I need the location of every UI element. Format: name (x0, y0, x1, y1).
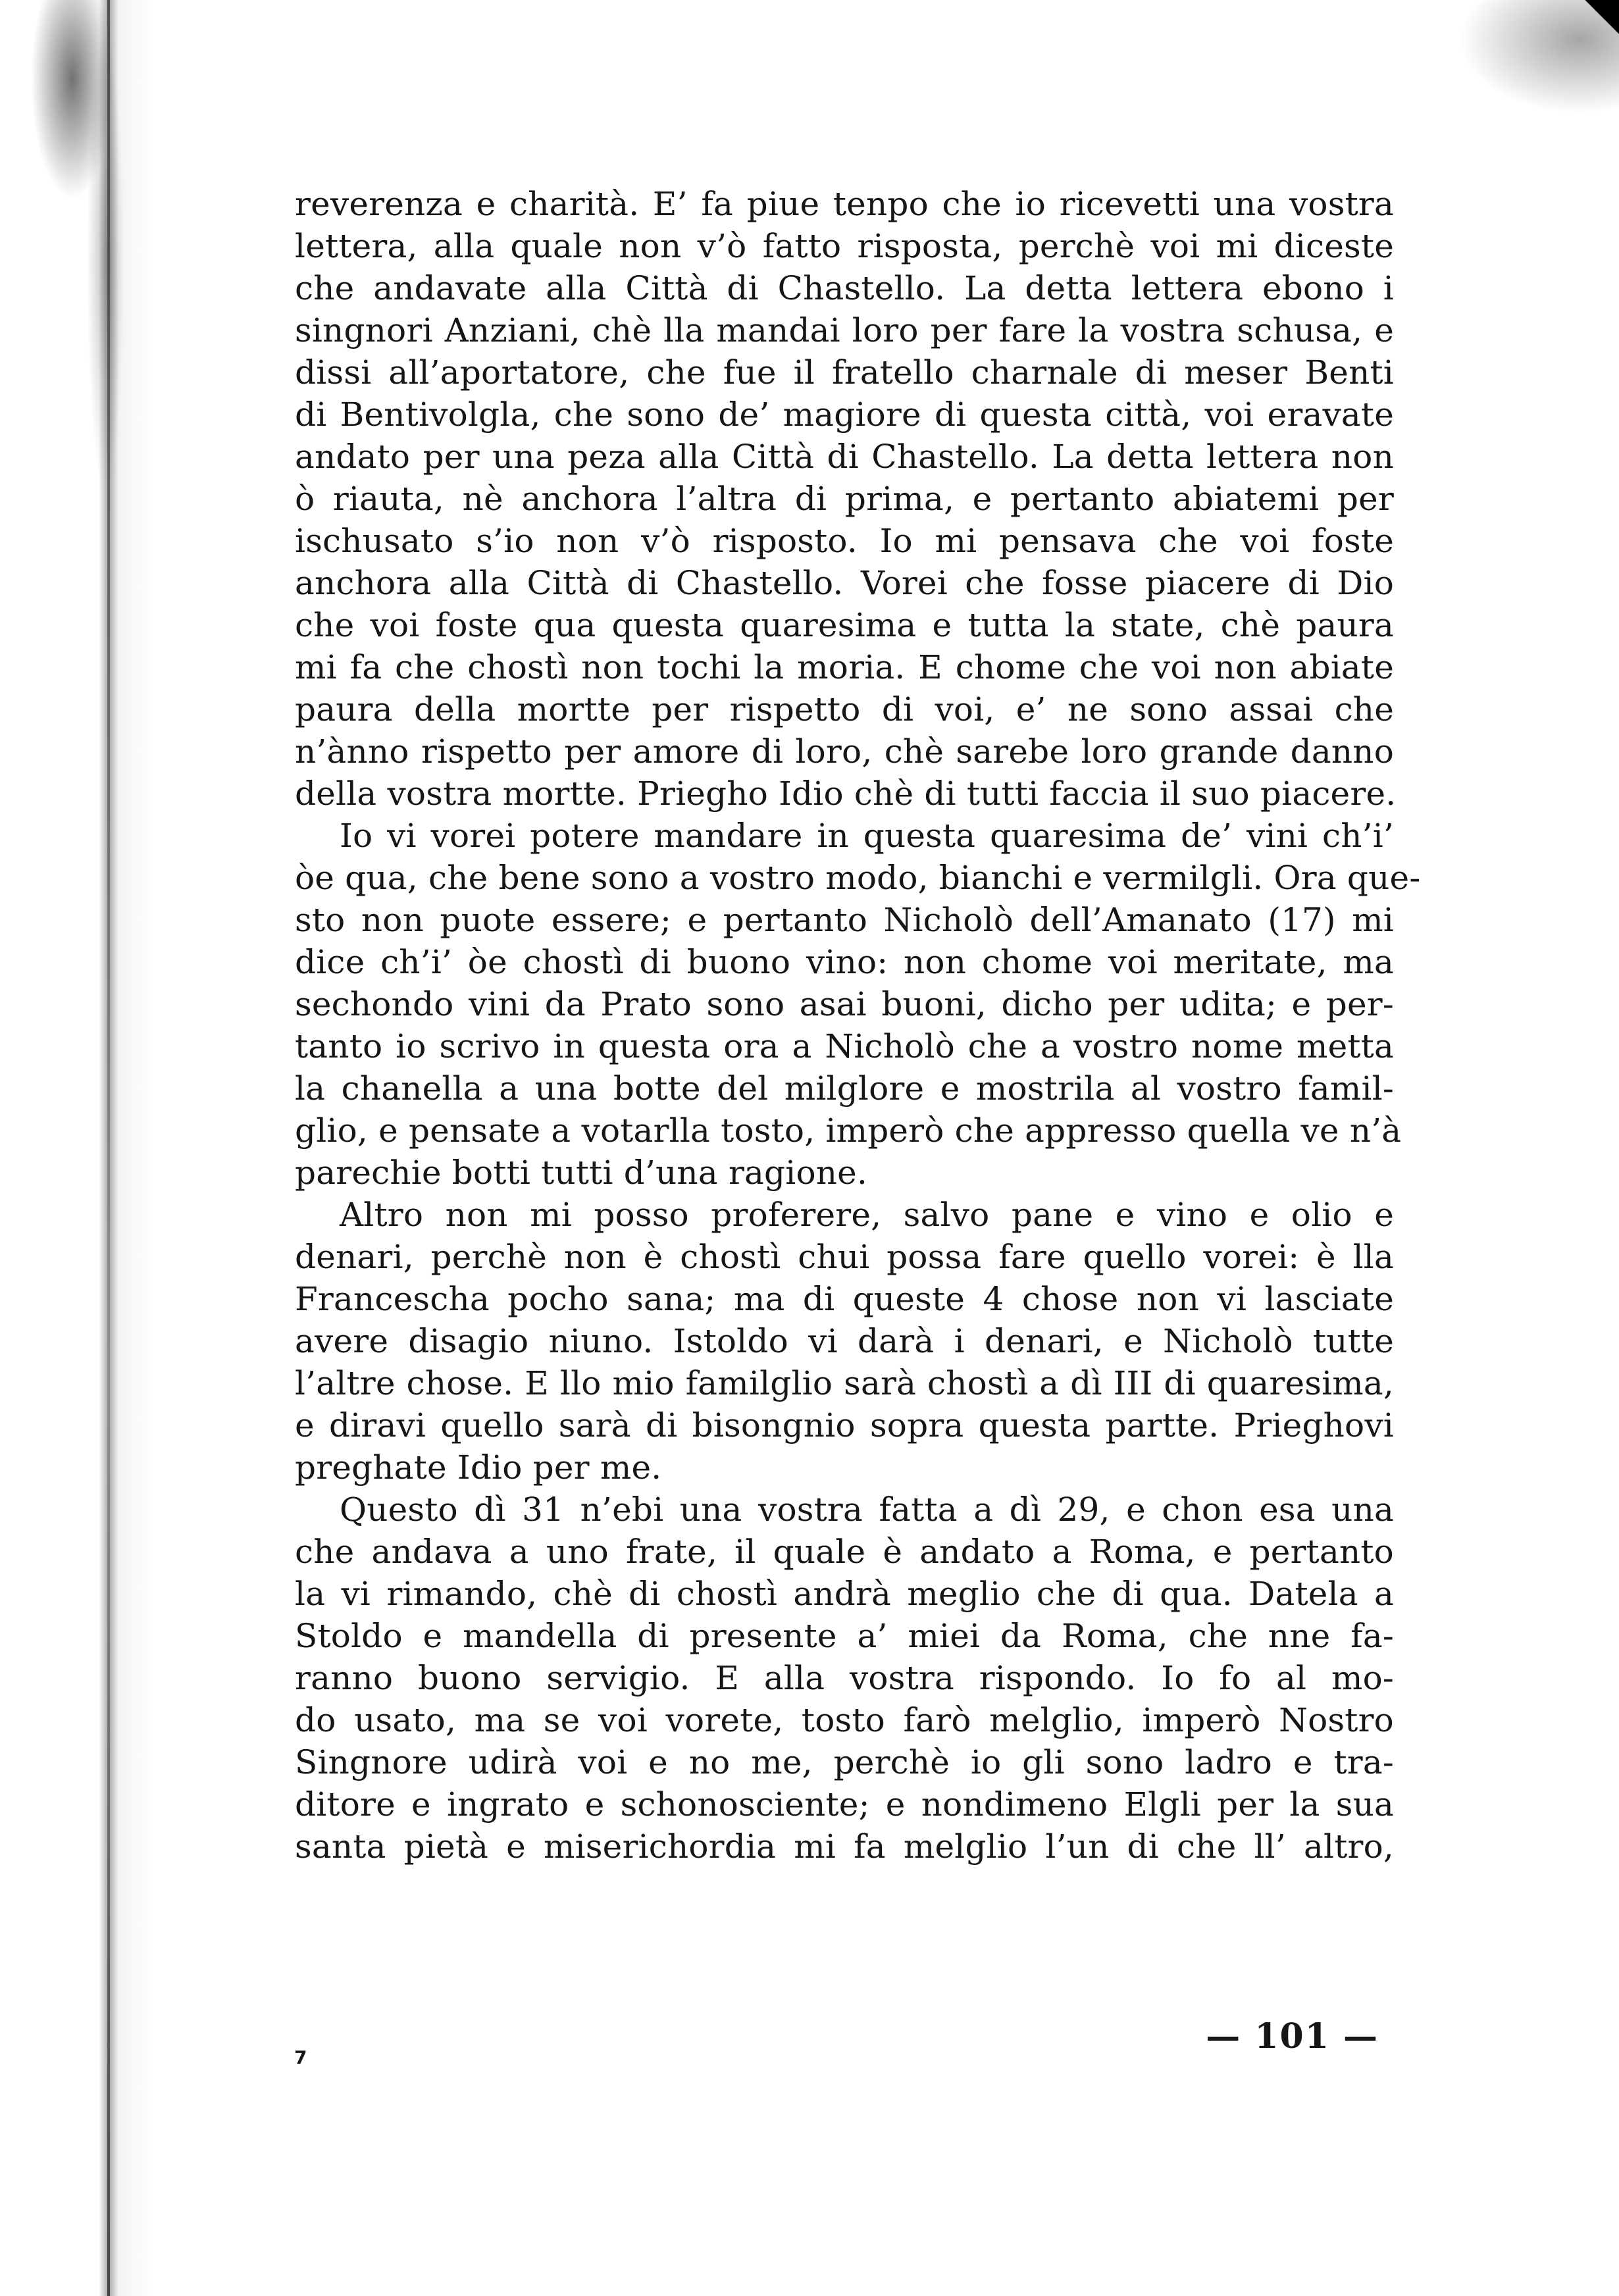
text-line: santa pietà e miserichordia mi fa melglio l’un di che ll’ altro, (295, 1827, 1394, 1866)
text-line: dissi all’aportatore, che fue il fratello charnale di meser Benti (295, 353, 1394, 392)
text-line: mi fa che chostì non tochi la moria. E chome che voi non abiate (295, 648, 1394, 686)
text-line: la vi rimando, chè di chostì andrà meglio che di qua. Datela a (295, 1575, 1394, 1613)
text-line: anchora alla Città di Chastello. Vorei che fosse piacere di Dio (295, 564, 1394, 602)
text-line: paura della mortte per rispetto di voi, e’ ne sono assai che (295, 690, 1394, 728)
text-line: di Bentivolgla, che sono de’ magiore di questa città, voi eravate (295, 395, 1394, 434)
text-line: do usato, ma se voi vorete, tosto farò melglio, imperò Nostro (295, 1701, 1394, 1739)
text-line: denari, perchè non è chostì chui possa fare quello vorei: è lla (295, 1238, 1394, 1276)
text-line: avere disagio niuno. Istoldo vi darà i denari, e Nicholò tutte (295, 1322, 1394, 1360)
text-line: andato per una peza alla Città di Chastello. La detta lettera non (295, 438, 1394, 476)
text-line: glio, e pensate a votarlla tosto, imperò che appresso quella ve n’à (295, 1111, 1402, 1150)
text-line: singnori Anziani, chè lla mandai loro per fare la vostra schusa, e (295, 311, 1394, 349)
text-line: che andava a uno frate, il quale è andato a Roma, e pertanto (295, 1533, 1394, 1571)
text-line: dice ch’i’ òe chostì di buono vino: non chome voi meritate, ma (295, 943, 1394, 981)
text-line: òe qua, che bene sono a vostro modo, bianchi e vermilgli. Ora que- (295, 859, 1421, 897)
text-line: la chanella a una botte del milglore e mostrila al vostro famil- (295, 1069, 1394, 1108)
page-number: — 101 — (1206, 2016, 1379, 2056)
text-line: Altro non mi posso proferere, salvo pane e vino e olio e (340, 1196, 1394, 1234)
text-line: ischusato s’io non v’ò risposto. Io mi pensava che voi foste (295, 522, 1394, 560)
text-line: lettera, alla quale non v’ò fatto risposta, perchè voi mi diceste (295, 227, 1394, 265)
text-line: che voi foste qua questa quaresima e tutta la state, chè paura (295, 606, 1394, 644)
text-line: ranno buono servigio. E alla vostra rispondo. Io fo al mo- (295, 1659, 1394, 1697)
printer-signature-mark: 7 (294, 2047, 307, 2068)
text-line: tanto io scrivo in questa ora a Nicholò che a vostro nome metta (295, 1027, 1394, 1065)
scan-edge-top-right (1422, 0, 1619, 197)
text-line: che andavate alla Città di Chastello. La detta lettera ebono i (295, 269, 1394, 307)
text-line: e diravi quello sarà di bisongnio sopra questa partte. Prieghovi (295, 1406, 1394, 1444)
text-line: ditore e ingrato e schonosciente; e nondimeno Elgli per la sua (295, 1785, 1394, 1824)
text-line: Io vi vorei potere mandare in questa quaresima de’ vini ch’i’ (340, 817, 1394, 855)
text-line: ò riauta, nè anchora l’altra di prima, e pertanto abiatemi per (295, 480, 1394, 518)
body-text (295, 183, 1421, 1868)
text-line: Stoldo e mandella di presente a’ miei da Roma, che nne fa- (295, 1617, 1394, 1655)
text-line: parechie botti tutti d’una ragione. (295, 1154, 868, 1192)
text-line: della vostra mortte. Priegho Idio chè di tutti faccia il suo piacere. (295, 775, 1397, 813)
text-line: Questo dì 31 n’ebi una vostra fatta a dì 29, e chon esa una (340, 1491, 1394, 1529)
text-line: preghate Idio per me. (295, 1448, 662, 1487)
scan-edge-left (0, 0, 151, 2296)
text-line: Singnore udirà voi e no me, perchè io gli sono ladro e tra- (295, 1743, 1394, 1781)
binding-edge (107, 0, 110, 2296)
text-line: sechondo vini da Prato sono asai buoni, dicho per udita; e per- (295, 985, 1394, 1023)
text-line: l’altre chose. E llo mio familglio sarà chostì a dì III di quaresima, (295, 1364, 1394, 1402)
text-line: Francescha pocho sana; ma di queste 4 chose non vi lasciate (295, 1280, 1394, 1318)
text-line: n’ànno rispetto per amore di loro, chè sarebe loro grande danno (295, 732, 1394, 771)
text-line: reverenza e charità. E’ fa piue tenpo che io ricevetti una vostra (295, 185, 1394, 223)
text-line: sto non puote essere; e pertanto Nicholò dell’Amanato (17) mi (295, 901, 1394, 939)
